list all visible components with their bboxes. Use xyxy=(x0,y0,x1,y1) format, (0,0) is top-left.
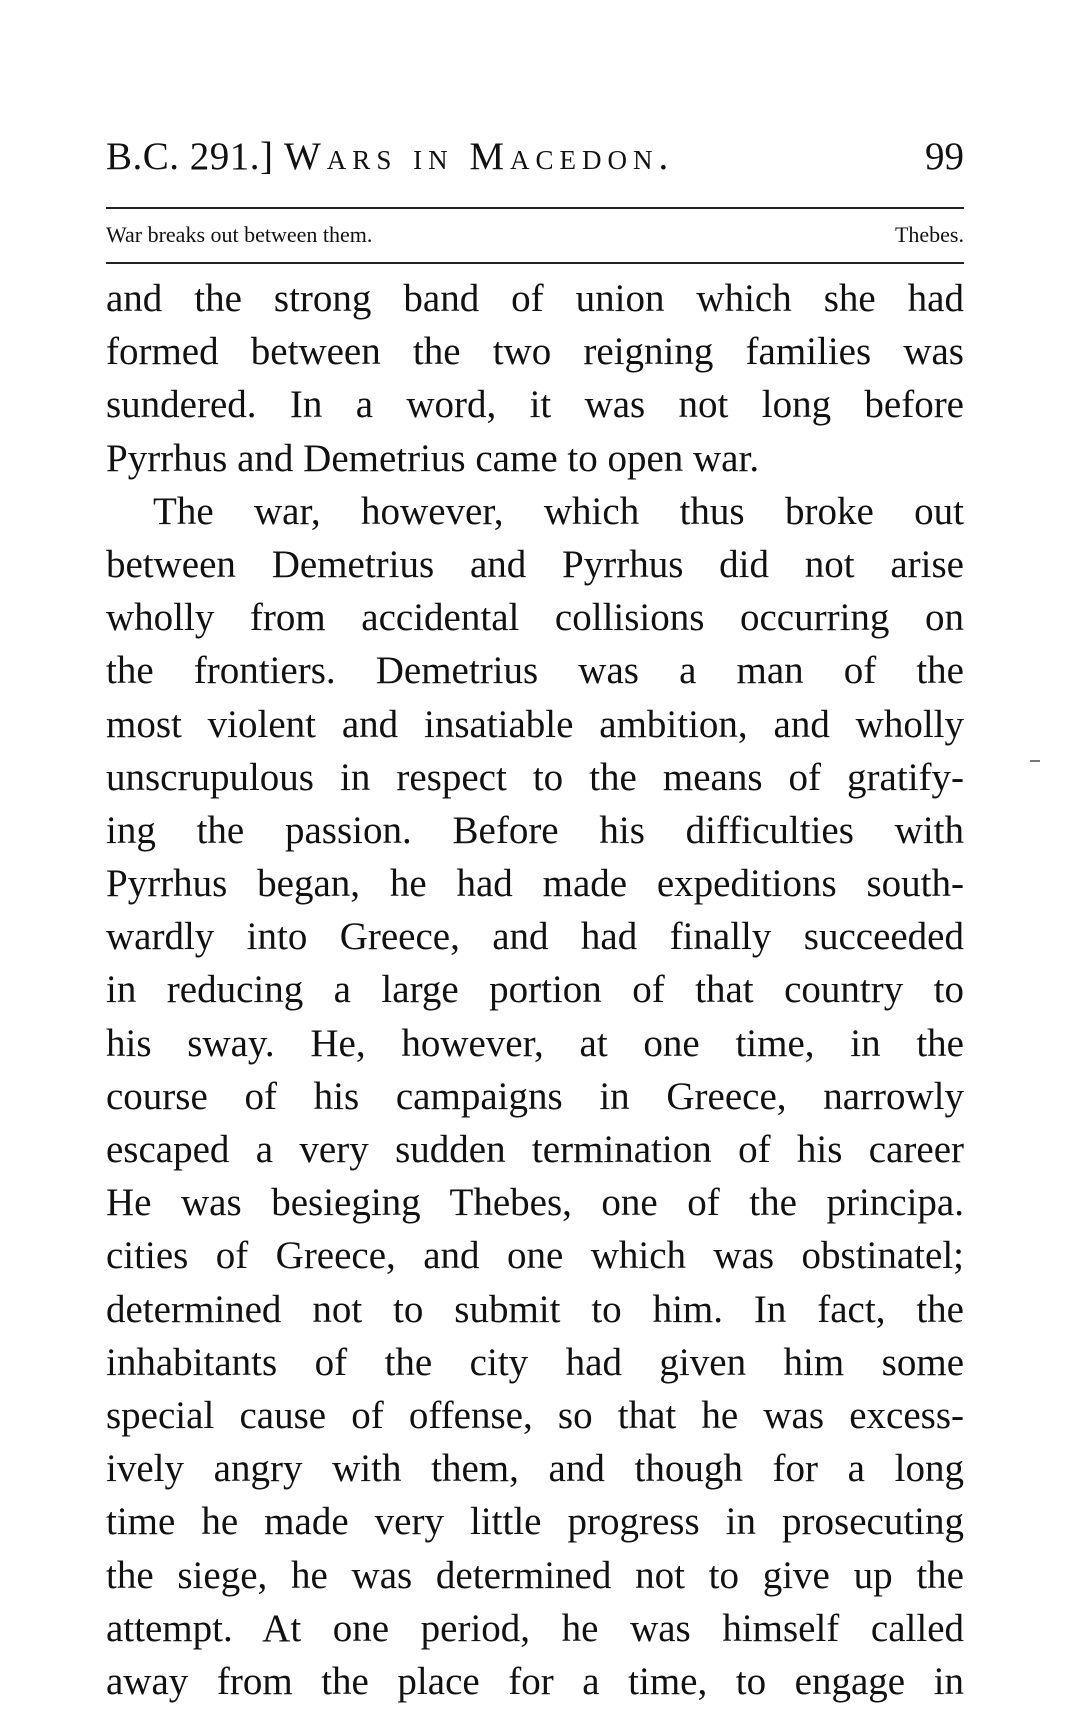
text-line: in reducing a large portion of that country to xyxy=(106,968,964,1012)
text-line: ing the passion. Before his difficulties with xyxy=(106,808,964,852)
header-rule-bottom xyxy=(106,262,964,264)
text-line: He was besieging Thebes, one of the principa. xyxy=(106,1181,964,1225)
text-line: inhabitants of the city had given him some xyxy=(106,1340,964,1384)
side-note-right: Thebes. xyxy=(894,222,964,247)
text-line: the siege, he was determined not to give up the xyxy=(106,1553,964,1597)
text-line: and the strong band of union which she had xyxy=(106,277,964,320)
header-rule-top xyxy=(106,207,964,209)
body-text xyxy=(106,272,964,1708)
text-line: ively angry with them, and though for a long xyxy=(106,1447,964,1491)
side-note-left: War breaks out between them. xyxy=(106,222,373,247)
text-line: his sway. He, however, at one time, in the xyxy=(106,1021,964,1065)
text-line: most violent and insatiable ambition, and wholly xyxy=(106,702,964,746)
page-number: 99 xyxy=(925,135,964,178)
text-line: formed between the two reigning families was xyxy=(106,330,964,374)
text-line: Pyrrhus began, he had made expeditions south- xyxy=(106,862,964,906)
text-line: attempt. At one period, he was himself called xyxy=(106,1606,964,1650)
text-line: time he made very little progress in prosecuting xyxy=(106,1500,964,1544)
header-title: Wars in Macedon. xyxy=(284,135,675,178)
text-line: sundered. In a word, it was not long before xyxy=(106,383,964,427)
text-line: The war, however, which thus broke out xyxy=(153,489,964,533)
text-line: wholly from accidental collisions occurring on xyxy=(106,596,964,640)
text-line: wardly into Greece, and had finally succeeded xyxy=(106,915,964,959)
text-line: the frontiers. Demetrius was a man of the xyxy=(106,649,964,693)
text-line: between Demetrius and Pyrrhus did not arise xyxy=(106,542,964,586)
text-line: determined not to submit to him. In fact, the xyxy=(106,1287,964,1331)
text-line: course of his campaigns in Greece, narrowly xyxy=(106,1074,964,1118)
side-notes xyxy=(106,222,964,256)
header-date: B.C. 291.] xyxy=(106,135,274,178)
running-head xyxy=(106,134,964,194)
text-line: escaped a very sudden termination of his career xyxy=(106,1128,964,1171)
text-line: cities of Greece, and one which was obstinatel; xyxy=(106,1234,964,1278)
text-line: Pyrrhus and Demetrius came to open war. xyxy=(106,436,760,480)
text-line: away from the place for a time, to engage in xyxy=(106,1659,964,1703)
margin-mark xyxy=(1030,760,1040,762)
text-line: unscrupulous in respect to the means of gratify- xyxy=(106,755,964,799)
text-line: special cause of offense, so that he was excess- xyxy=(106,1393,964,1437)
